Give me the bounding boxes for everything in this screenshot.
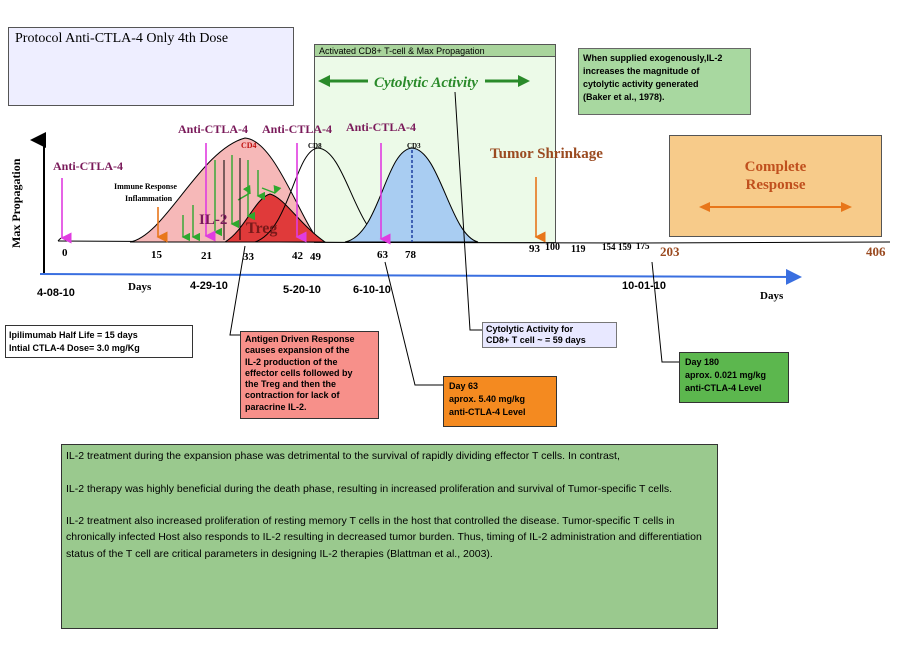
antigen-line: IL-2 production of the	[245, 356, 338, 367]
cd4-label: CD4	[241, 141, 257, 150]
antigen-response-box	[240, 331, 379, 419]
curve-labels	[53, 120, 603, 237]
day63-box	[443, 376, 557, 427]
antigen-line: the Treg and then the	[245, 379, 337, 390]
day-tick: 119	[571, 244, 586, 255]
x-axis-label-right: Days	[760, 290, 784, 302]
antigen-line: effector cells followed by	[245, 367, 353, 378]
cytolytic-activity-box	[482, 322, 617, 348]
complete-response-line: Complete	[744, 159, 807, 175]
cytolytic-line: Cytolytic Activity for	[486, 324, 574, 334]
day180-line: Day 180	[685, 357, 720, 367]
day-tick: 78	[405, 249, 416, 261]
cytolytic-activity-label: Cytolytic Activity	[374, 75, 478, 91]
complete-arrowhead-left	[699, 202, 710, 212]
day180-box	[679, 352, 789, 403]
main-paragraph: IL-2 treatment also increased proliferation of resting memory T cells in the host that controlled the disease. Tumor-specific T cells in chronically infected Host also responds to IL-2 resulting in decreased tumor burden. Thus, timing of IL-2 administration and differentiation status of the T cell are critical parameters in designing IL-2 therapies (Blattman et al., 2003).	[66, 515, 702, 560]
day-tick: 63	[377, 249, 388, 261]
day63-line: anti-CTLA-4 Level	[449, 407, 526, 417]
il2-note-line: cytolytic activity generated	[583, 79, 699, 89]
antigen-line: contraction for lack of	[245, 390, 340, 401]
day-tick: 49	[310, 251, 321, 263]
immune-response-label: Immune Response	[114, 182, 177, 191]
il2-note-line: increases the magnitude of	[583, 66, 700, 76]
day-ticks	[62, 241, 886, 263]
half-life-box	[5, 325, 193, 358]
date-label: 10-01-10	[622, 280, 667, 292]
antigen-line: Antigen Driven Response	[245, 334, 355, 344]
half-life-line: Ipilimumab Half Life = 15 days	[9, 330, 138, 340]
cytolytic-leader	[455, 92, 482, 330]
day-tick: 33	[243, 251, 254, 263]
day-tick: 93	[529, 243, 540, 255]
day-tick: 159	[618, 242, 632, 252]
half-life-line: Intial CTLA-4 Dose= 3.0 mg/Kg	[9, 343, 140, 353]
day-tick: 15	[151, 249, 162, 261]
main-paragraph: IL-2 treatment during the expansion phase was detrimental to the survival of rapidly dividing effector T cells. In contrast,	[66, 450, 620, 462]
date-label: 4-29-10	[190, 280, 228, 292]
cytolytic-arrowhead-left	[318, 75, 330, 87]
complete-arrowhead-right	[841, 202, 852, 212]
complete-response-line: Response	[745, 177, 806, 193]
anti-ctla4-label: Anti-CTLA-4	[262, 122, 333, 136]
y-axis-label: Max Propagation	[9, 158, 23, 248]
il2-note-line: When supplied exogenously,IL-2	[583, 53, 723, 63]
day-tick: 42	[292, 250, 303, 262]
main-paragraph: IL-2 therapy was highly beneficial during the death phase, resulting in increased proliferation and survival of Tumor-specific T cells.	[66, 482, 673, 495]
day-tick: 203	[660, 244, 680, 259]
date-label: 4-08-10	[37, 287, 75, 299]
anti-ctla4-label: Anti-CTLA-4	[178, 122, 249, 136]
cytolytic-arrowhead-right	[518, 75, 530, 87]
day-tick: 0	[62, 247, 68, 259]
x-axis	[40, 274, 800, 277]
date-label: 5-20-10	[283, 284, 321, 296]
cytolytic-line: CD8+ T cell ~ = 59 days	[486, 335, 586, 345]
day-tick: 100	[545, 242, 560, 253]
tumor-shrinkage-label: Tumor Shrinkage	[490, 146, 603, 162]
date-label: 6-10-10	[353, 284, 391, 296]
main-text-box	[61, 444, 718, 629]
anti-ctla4-label: Anti-CTLA-4	[53, 159, 124, 173]
il2-note-line: (Baker et al., 1978).	[583, 92, 665, 102]
antigen-line: paracrine IL-2.	[245, 401, 307, 412]
antigen-line: causes expansion of the	[245, 345, 350, 356]
day63-line: aprox. 5.40 mg/kg	[449, 394, 526, 404]
inflammation-label: Inflammation	[125, 194, 173, 203]
day180-line: anti-CTLA-4 Level	[685, 383, 762, 393]
x-axis-label-left: Days	[128, 281, 152, 293]
day-tick: 175	[636, 241, 650, 251]
day63-line: Day 63	[449, 381, 479, 391]
day180-line: aprox. 0.021 mg/kg	[685, 370, 767, 380]
baseline-bump	[58, 237, 70, 241]
activated-cd8-header: Activated CD8+ T-cell & Max Propagation	[315, 45, 555, 57]
anti-ctla4-label: Anti-CTLA-4	[346, 120, 417, 134]
cd3-label: CD3	[407, 142, 421, 150]
day-tick: 21	[201, 250, 212, 262]
diagram-title: Protocol Anti-CTLA-4 Only 4th Dose	[15, 31, 229, 46]
il2-label: IL-2	[199, 212, 228, 228]
cd8-label: CD8	[308, 142, 322, 150]
day-tick: 154	[602, 242, 616, 252]
treg-label: Treg	[246, 220, 278, 237]
day-tick: 406	[866, 244, 886, 259]
day63-leader	[385, 262, 443, 385]
